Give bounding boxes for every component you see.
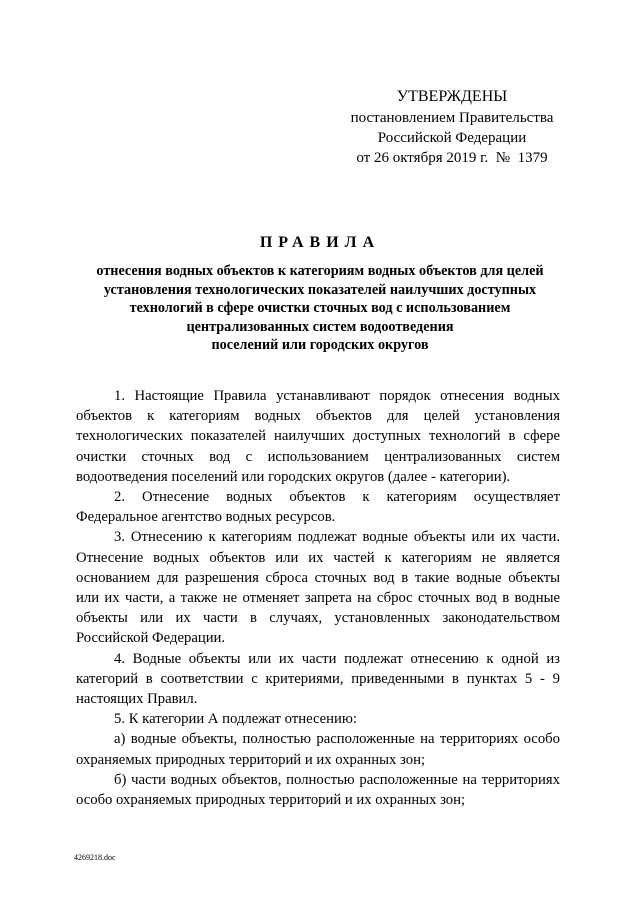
document-title: ПРАВИЛА [259,234,381,251]
paragraph-1: 1. Настоящие Правила устанавливают порядок отнесения водных объектов к категориям водных объектов для целей установления технологических показателей наилучших доступных технологий в сфере очистки сточных вод с использованием централизованных систем водоотведения поселений или городских округов (далее - категории). [76,388,560,485]
paragraph-5b: б) части водных объектов, полностью расположенные на территориях особо охраняемых природных территорий и их охранных зон; [76,771,560,809]
approval-title: УТВЕРЖДЕНЫ [396,88,508,105]
subtitle-line: технологий в сфере очистки сточных вод с использованием [129,300,511,316]
subtitle-line: поселений или городских округов [211,337,429,353]
subtitle-line: централизованных систем водоотведения [186,318,454,335]
approval-line-date-number: от 26 октября 2019 г. № 1379 [356,150,548,166]
footer-file-name: 4269218.doc [74,853,116,862]
paragraph-3: 3. Отнесению к категориям подлежат водные объекты или их части. Отнесение водных объектов или их частей к категориям не является основанием для разрешения сброса сточных вод в такие водные объекты или их части, а также не отменяет запрета на сброс сточных вод в водные объекты или их части в случаях, установленных законодательством Российской Федерации. [76,529,560,647]
paragraph-4: 4. Водные объекты или их части подлежат отнесению к одной из категорий в соответствии с критериями, приведенными в пунктах 5 - 9 настоящих Правил. [76,650,560,708]
subtitle-line: отнесения водных объектов к категориям водных объектов для целей [96,263,544,279]
document-subtitle [60,262,580,355]
paragraph-2: 2. Отнесение водных объектов к категориям осуществляет Федеральное агентство водных ресурсов. [76,489,560,526]
paragraph-5a: а) водные объекты, полностью расположенные на территориях особо охраняемых природных территорий и их охранных зон; [76,731,560,768]
approval-line-government: Российской Федерации [377,130,527,146]
paragraph-5: 5. К категории А подлежат отнесению: [114,711,357,728]
approval-line-decree: постановлением Правительства [350,110,554,126]
subtitle-line: установления технологических показателей наилучших доступных [103,281,537,298]
document-body [76,386,560,810]
approval-block [334,86,570,168]
